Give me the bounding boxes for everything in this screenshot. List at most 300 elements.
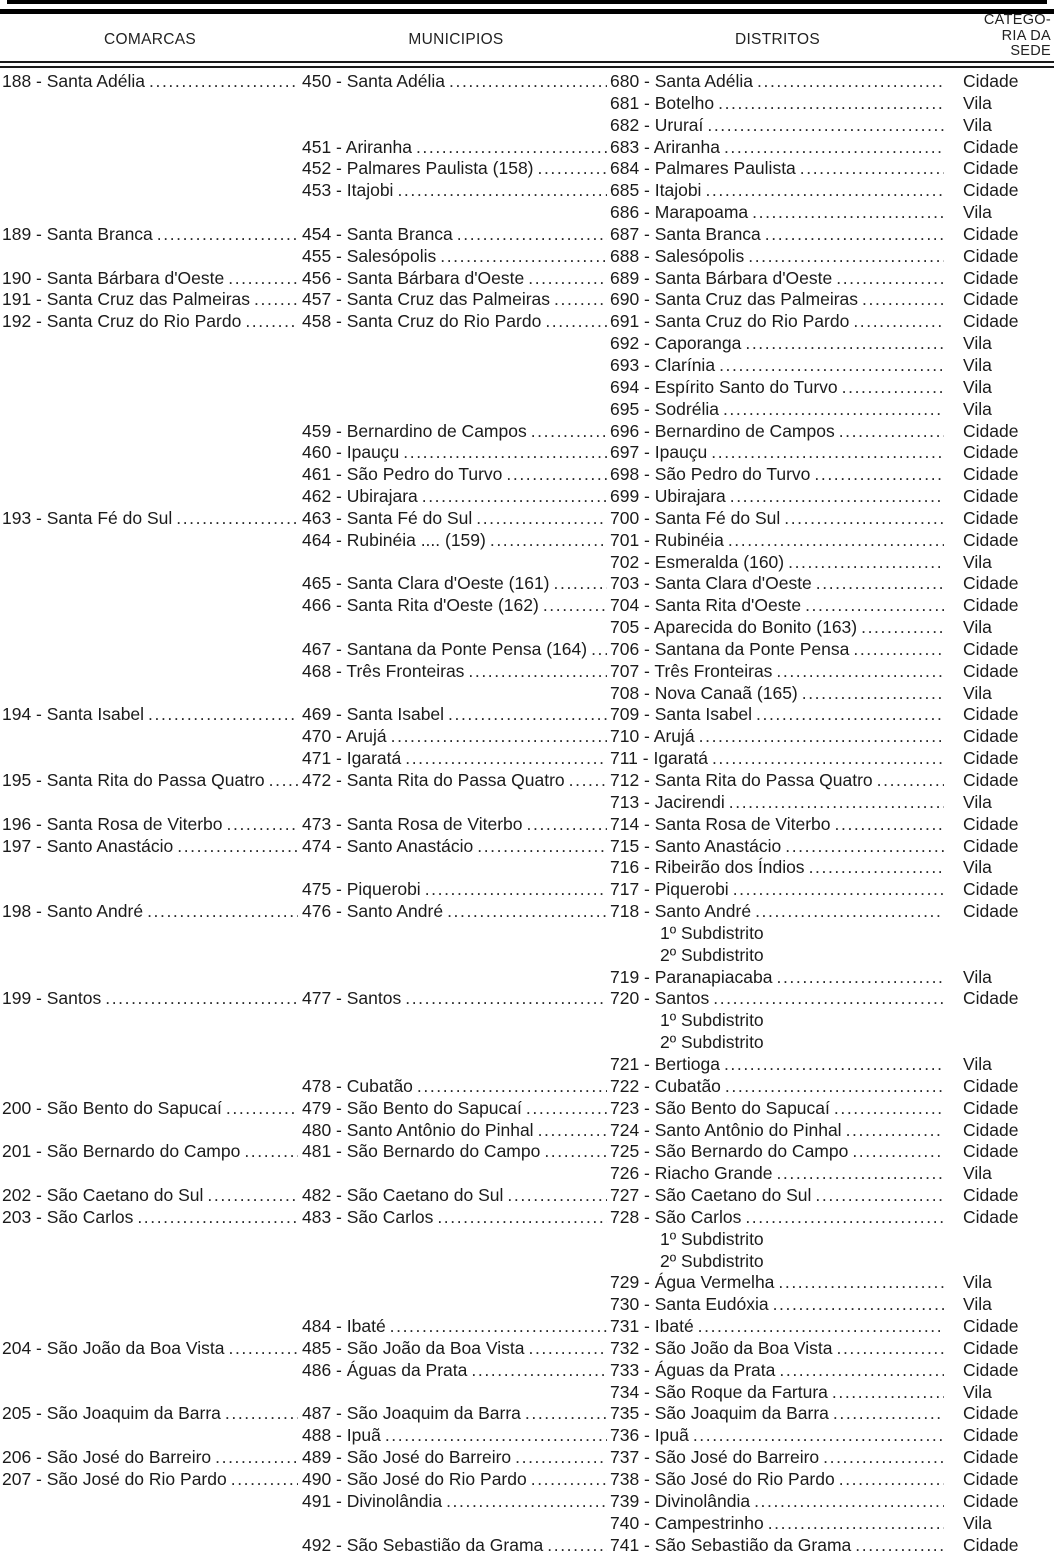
comarca-cell	[0, 1447, 302, 1469]
distrito-cell	[610, 377, 960, 399]
dot-leader	[835, 421, 944, 443]
distrito-cell	[610, 530, 960, 552]
comarca-cell	[0, 1403, 302, 1425]
distrito-text: 732 - São João da Boa Vista	[610, 1337, 833, 1358]
distrito-cell	[610, 93, 960, 115]
distrito-cell	[610, 311, 960, 333]
categoria-text: Cidade	[963, 1425, 1019, 1446]
municipio-cell	[302, 857, 610, 879]
categoria-text: Cidade	[963, 1185, 1019, 1206]
dot-leader	[848, 1141, 944, 1163]
comarca-cell	[0, 180, 302, 202]
dot-leader	[522, 1098, 607, 1120]
distrito-text: 703 - Santa Clara d'Oeste	[610, 573, 812, 594]
categoria-cell	[960, 1338, 1054, 1360]
categoria-text: Vila	[963, 1381, 992, 1402]
comarca-text: 194 - Santa Isabel	[2, 704, 145, 725]
dot-leader	[521, 1403, 607, 1425]
distrito-text: 725 - São Bernardo do Campo	[610, 1141, 849, 1162]
municipio-text: 472 - Santa Rita do Passa Quatro	[302, 770, 565, 790]
comarca-cell	[0, 814, 302, 836]
comarca-cell	[0, 1360, 302, 1382]
categoria-cell	[960, 988, 1054, 1010]
dot-leader	[503, 1185, 607, 1207]
municipio-text: 475 - Piquerobi	[302, 879, 421, 900]
municipio-text: 469 - Santa Isabel	[302, 704, 445, 725]
comarca-cell	[0, 508, 302, 530]
table-row	[0, 333, 1054, 355]
categoria-cell	[960, 1272, 1054, 1294]
municipio-cell	[302, 879, 610, 901]
column-header-municipios: MUNICIPIOS	[408, 31, 504, 48]
dot-leader	[221, 1403, 298, 1425]
distrito-text: 698 - São Pedro do Turvo	[610, 464, 811, 485]
comarca-cell	[0, 988, 302, 1010]
distrito-text: 709 - Santa Isabel	[610, 704, 753, 725]
dot-leader	[798, 683, 944, 705]
comarca-text: 205 - São Joaquim da Barra	[2, 1403, 221, 1424]
distrito-text: 2º Subdistrito	[660, 1032, 764, 1053]
municipio-cell	[302, 1294, 610, 1316]
categoria-text: Cidade	[963, 223, 1019, 244]
comarca-text: 196 - Santa Rosa de Viterbo	[2, 813, 223, 834]
distrito-text: 720 - Santos	[610, 988, 710, 1009]
distrito-text: 740 - Campestrinho	[610, 1512, 764, 1533]
dot-leader	[726, 486, 944, 508]
distrito-text: 2º Subdistrito	[660, 944, 764, 965]
distrito-cell	[610, 1447, 960, 1469]
table-row	[0, 399, 1054, 421]
municipio-text: 481 - São Bernardo do Campo	[302, 1141, 541, 1162]
categoria-text: Cidade	[963, 289, 1019, 310]
dot-leader	[144, 704, 298, 726]
dot-leader	[393, 180, 607, 202]
table-row	[0, 508, 1054, 530]
distrito-cell	[610, 464, 960, 486]
comarca-cell	[0, 879, 302, 901]
distrito-text: 701 - Rubinéia	[610, 529, 724, 550]
categoria-text: Cidade	[963, 267, 1019, 288]
categoria-text: Vila	[963, 1053, 992, 1074]
municipio-cell	[302, 1229, 610, 1251]
municipio-cell	[302, 661, 610, 683]
categoria-text: Vila	[963, 398, 992, 419]
comarca-text: 188 - Santa Adélia	[2, 71, 146, 91]
dot-leader	[741, 333, 944, 355]
table-row	[0, 1469, 1054, 1491]
comarca-text: 192 - Santa Cruz do Rio Pardo	[2, 311, 242, 332]
municipio-cell	[302, 246, 610, 268]
comarca-cell	[0, 355, 302, 377]
categoria-cell	[960, 158, 1054, 180]
distrito-text: 714 - Santa Rosa de Viterbo	[610, 813, 831, 834]
distrito-cell	[610, 202, 960, 224]
categoria-text: Cidade	[963, 660, 1019, 681]
comarca-cell	[0, 1316, 302, 1338]
dot-leader	[748, 202, 944, 224]
distrito-cell	[610, 945, 960, 967]
distrito-text: 712 - Santa Rita do Passa Quatro	[610, 770, 873, 790]
distrito-cell	[610, 617, 960, 639]
distrito-cell	[610, 1403, 960, 1425]
comarca-cell	[0, 1469, 302, 1491]
categoria-cell	[960, 945, 1054, 967]
municipio-text: 488 - Ipuã	[302, 1425, 381, 1446]
comarca-cell	[0, 1141, 302, 1163]
comarca-cell	[0, 1251, 302, 1273]
comarca-cell	[0, 683, 302, 705]
municipio-text: 486 - Águas da Prata	[302, 1359, 468, 1380]
distrito-text: 2º Subdistrito	[660, 1250, 764, 1271]
categoria-text: Vila	[963, 791, 992, 812]
dot-leader	[223, 814, 298, 836]
categoria-text: Cidade	[963, 988, 1019, 1009]
dot-leader	[464, 661, 607, 683]
categoria-cell	[960, 464, 1054, 486]
dot-leader	[473, 836, 607, 858]
distrito-text: 694 - Espírito Santo do Turvo	[610, 376, 838, 397]
municipio-cell	[302, 639, 610, 661]
dot-leader	[524, 268, 607, 290]
table-row	[0, 137, 1054, 159]
municipio-text: 459 - Bernardino de Campos	[302, 420, 527, 441]
municipio-cell	[302, 1054, 610, 1076]
categoria-cell	[960, 1010, 1054, 1032]
municipio-cell	[302, 836, 610, 858]
dot-leader	[761, 224, 944, 246]
dot-leader	[224, 268, 298, 290]
distrito-cell	[610, 988, 960, 1010]
distrito-cell	[610, 552, 960, 574]
categoria-cell	[960, 923, 1054, 945]
municipio-text: 470 - Arujá	[302, 726, 387, 747]
categoria-text: Vila	[963, 551, 992, 572]
municipio-cell	[302, 1120, 610, 1142]
table-row	[0, 1513, 1054, 1535]
distrito-cell	[610, 639, 960, 661]
distrito-text: 729 - Água Vermelha	[610, 1272, 775, 1293]
categoria-text: Vila	[963, 114, 992, 135]
categoria-cell	[960, 1141, 1054, 1163]
municipio-cell	[302, 1425, 610, 1447]
categoria-text: Vila	[963, 1272, 992, 1293]
distrito-text: 739 - Divinolândia	[610, 1490, 751, 1511]
categoria-text: Cidade	[963, 420, 1019, 441]
column-header-categoria	[941, 13, 1051, 60]
dot-leader	[781, 836, 944, 858]
dot-leader	[381, 1425, 607, 1447]
distrito-text: 1º Subdistrito	[660, 1010, 764, 1031]
categoria-text: Vila	[963, 92, 992, 113]
dot-leader	[227, 1469, 298, 1491]
distrito-text: 684 - Palmares Paulista	[610, 158, 796, 179]
municipio-text: 466 - Santa Rita d'Oeste (162)	[302, 595, 539, 616]
categoria-text: Vila	[963, 354, 992, 375]
categoria-text: Cidade	[963, 879, 1019, 900]
comarca-cell	[0, 1207, 302, 1229]
distrito-cell	[610, 1010, 960, 1032]
distrito-cell	[610, 704, 960, 726]
municipio-text: 463 - Santa Fé do Sul	[302, 507, 473, 528]
municipio-text: 462 - Ubirajara	[302, 486, 418, 507]
categoria-text: Vila	[963, 1294, 992, 1315]
distrito-cell	[610, 661, 960, 683]
comarca-cell	[0, 923, 302, 945]
municipio-text: 467 - Santana da Ponte Pensa (164)	[302, 638, 588, 659]
comarca-cell	[0, 1272, 302, 1294]
comarca-cell	[0, 93, 302, 115]
table-row	[0, 704, 1054, 726]
distrito-text: 708 - Nova Canaã (165)	[610, 682, 798, 703]
distrito-text: 693 - Clarínia	[610, 354, 716, 375]
categoria-cell	[960, 421, 1054, 443]
dot-leader	[173, 836, 298, 858]
dot-leader	[418, 486, 607, 508]
categoria-cell	[960, 530, 1054, 552]
distrito-cell	[610, 1360, 960, 1382]
table-row	[0, 355, 1054, 377]
table-row	[0, 552, 1054, 574]
comarca-cell	[0, 1054, 302, 1076]
table-row	[0, 1360, 1054, 1382]
table-row	[0, 246, 1054, 268]
dot-leader	[708, 748, 944, 770]
municipio-cell	[302, 311, 610, 333]
categoria-text: Cidade	[963, 813, 1019, 834]
distrito-cell	[610, 748, 960, 770]
comarca-text: 199 - Santos	[2, 988, 102, 1009]
categoria-text: Cidade	[963, 1119, 1019, 1140]
comarca-cell	[0, 639, 302, 661]
table-row	[0, 71, 1054, 93]
categoria-cell	[960, 1294, 1054, 1316]
municipio-cell	[302, 377, 610, 399]
column-header-categoria-line3: SEDE	[1010, 43, 1051, 59]
categoria-cell	[960, 1491, 1054, 1513]
comarca-text: 191 - Santa Cruz das Palmeiras	[2, 289, 251, 310]
categoria-text: Cidade	[963, 442, 1019, 463]
table-row	[0, 1403, 1054, 1425]
dot-leader	[222, 1098, 298, 1120]
categoria-cell	[960, 71, 1054, 93]
dot-leader	[472, 508, 607, 530]
dot-leader	[534, 158, 608, 180]
municipio-text: 482 - São Caetano do Sul	[302, 1185, 504, 1206]
categoria-cell	[960, 661, 1054, 683]
categoria-text: Cidade	[963, 1490, 1019, 1511]
comarca-cell	[0, 158, 302, 180]
dot-leader	[729, 879, 944, 901]
distrito-cell	[610, 901, 960, 923]
dot-leader	[511, 1447, 607, 1469]
categoria-cell	[960, 180, 1054, 202]
dot-leader	[744, 246, 944, 268]
table-row	[0, 1535, 1054, 1557]
dot-leader	[444, 704, 607, 726]
categoria-cell	[960, 1316, 1054, 1338]
categoria-text: Cidade	[963, 1403, 1019, 1424]
distrito-text: 738 - São José do Rio Pardo	[610, 1469, 835, 1489]
comarca-text: 200 - São Bento do Sapucaí	[2, 1097, 222, 1118]
dot-leader	[241, 311, 298, 333]
distrito-cell	[610, 115, 960, 137]
distrito-cell	[610, 1425, 960, 1447]
distrito-cell	[610, 770, 960, 792]
table-row	[0, 726, 1054, 748]
dot-leader	[715, 355, 944, 377]
distrito-text: 689 - Santa Bárbara d'Oeste	[610, 267, 833, 288]
municipio-cell	[302, 595, 610, 617]
categoria-cell	[960, 442, 1054, 464]
categoria-cell	[960, 1447, 1054, 1469]
dot-leader	[752, 704, 944, 726]
dot-leader	[541, 311, 607, 333]
distrito-cell	[610, 683, 960, 705]
municipio-text: 450 - Santa Adélia	[302, 71, 446, 91]
municipio-cell	[302, 1010, 610, 1032]
categoria-cell	[960, 1513, 1054, 1535]
categoria-text: Cidade	[963, 1206, 1019, 1227]
comarca-cell	[0, 333, 302, 355]
categoria-cell	[960, 1163, 1054, 1185]
table-row	[0, 988, 1054, 1010]
municipio-cell	[302, 1403, 610, 1425]
dot-leader	[838, 377, 944, 399]
comarca-cell	[0, 726, 302, 748]
dot-leader	[203, 1185, 298, 1207]
dot-leader	[453, 224, 607, 246]
municipio-text: 476 - Santo André	[302, 901, 444, 922]
categoria-text: Vila	[963, 682, 992, 703]
categoria-cell	[960, 814, 1054, 836]
municipio-cell	[302, 486, 610, 508]
comarca-cell	[0, 1098, 302, 1120]
comarca-cell	[0, 1229, 302, 1251]
municipio-cell	[302, 442, 610, 464]
municipio-cell	[302, 770, 610, 792]
dot-leader	[784, 552, 944, 574]
comarca-cell	[0, 552, 302, 574]
table-row	[0, 1010, 1054, 1032]
categoria-cell	[960, 1229, 1054, 1251]
dot-leader	[153, 224, 298, 246]
municipio-cell	[302, 93, 610, 115]
comarca-cell	[0, 311, 302, 333]
categoria-text: Cidade	[963, 245, 1019, 266]
table-row	[0, 595, 1054, 617]
table-row	[0, 836, 1054, 858]
municipio-cell	[302, 1098, 610, 1120]
categoria-cell	[960, 508, 1054, 530]
comarca-cell	[0, 1338, 302, 1360]
dot-leader	[812, 573, 944, 595]
categoria-text: Cidade	[963, 748, 1019, 769]
distrito-cell	[610, 1163, 960, 1185]
municipio-text: 483 - São Carlos	[302, 1206, 434, 1227]
distrito-cell	[610, 1316, 960, 1338]
categoria-text: Cidade	[963, 507, 1019, 528]
dot-leader	[772, 1163, 944, 1185]
dot-leader	[421, 879, 607, 901]
distrito-cell	[610, 836, 960, 858]
comarca-text: 204 - São João da Boa Vista	[2, 1337, 225, 1358]
municipio-cell	[302, 1360, 610, 1382]
categoria-cell	[960, 202, 1054, 224]
categoria-cell	[960, 115, 1054, 137]
dot-leader	[873, 770, 944, 792]
table-row	[0, 486, 1054, 508]
dot-leader	[753, 71, 944, 93]
distrito-text: 724 - Santo Antônio do Pinhal	[610, 1119, 842, 1140]
dot-leader	[828, 1382, 944, 1404]
categoria-cell	[960, 726, 1054, 748]
comarca-cell	[0, 770, 302, 792]
comarca-cell	[0, 1120, 302, 1142]
table-row	[0, 792, 1054, 814]
categoria-cell	[960, 377, 1054, 399]
distrito-cell	[610, 1229, 960, 1251]
categoria-text: Cidade	[963, 158, 1019, 179]
dot-leader	[849, 639, 944, 661]
dot-leader	[764, 1513, 944, 1535]
municipio-cell	[302, 530, 610, 552]
categoria-cell	[960, 1382, 1054, 1404]
table-row	[0, 1382, 1054, 1404]
municipio-text: 456 - Santa Bárbara d'Oeste	[302, 267, 525, 288]
comarca-cell	[0, 224, 302, 246]
table-row	[0, 1338, 1054, 1360]
distrito-cell	[610, 268, 960, 290]
municipio-cell	[302, 71, 610, 93]
comarca-cell	[0, 486, 302, 508]
dot-leader	[724, 530, 944, 552]
municipio-cell	[302, 1469, 610, 1491]
distrito-text: 710 - Arujá	[610, 726, 695, 747]
dot-leader	[240, 1141, 298, 1163]
categoria-cell	[960, 573, 1054, 595]
categoria-cell	[960, 1425, 1054, 1447]
table-row	[0, 442, 1054, 464]
municipio-cell	[302, 1207, 610, 1229]
comarca-cell	[0, 268, 302, 290]
table-row	[0, 617, 1054, 639]
table-row	[0, 93, 1054, 115]
categoria-text: Cidade	[963, 486, 1019, 507]
dot-leader	[719, 399, 944, 421]
comarca-cell	[0, 1513, 302, 1535]
municipio-text: 457 - Santa Cruz das Palmeiras	[302, 289, 551, 310]
table-row	[0, 158, 1054, 180]
table-row	[0, 268, 1054, 290]
categoria-cell	[960, 1185, 1054, 1207]
distrito-text: 730 - Santa Eudóxia	[610, 1294, 769, 1315]
distrito-text: 741 - São Sebastião da Grama	[610, 1534, 852, 1555]
categoria-text: Cidade	[963, 638, 1019, 659]
distrito-text: 733 - Águas da Prata	[610, 1359, 776, 1380]
municipio-cell	[302, 1316, 610, 1338]
municipio-cell	[302, 268, 610, 290]
municipio-cell	[302, 180, 610, 202]
comarca-cell	[0, 464, 302, 486]
categoria-cell	[960, 748, 1054, 770]
distrito-text: 731 - Ibaté	[610, 1316, 694, 1337]
categoria-cell	[960, 1098, 1054, 1120]
comarca-text: 193 - Santa Fé do Sul	[2, 507, 173, 528]
categoria-text: Cidade	[963, 595, 1019, 616]
municipio-cell	[302, 399, 610, 421]
table-row	[0, 1316, 1054, 1338]
municipio-cell	[302, 923, 610, 945]
